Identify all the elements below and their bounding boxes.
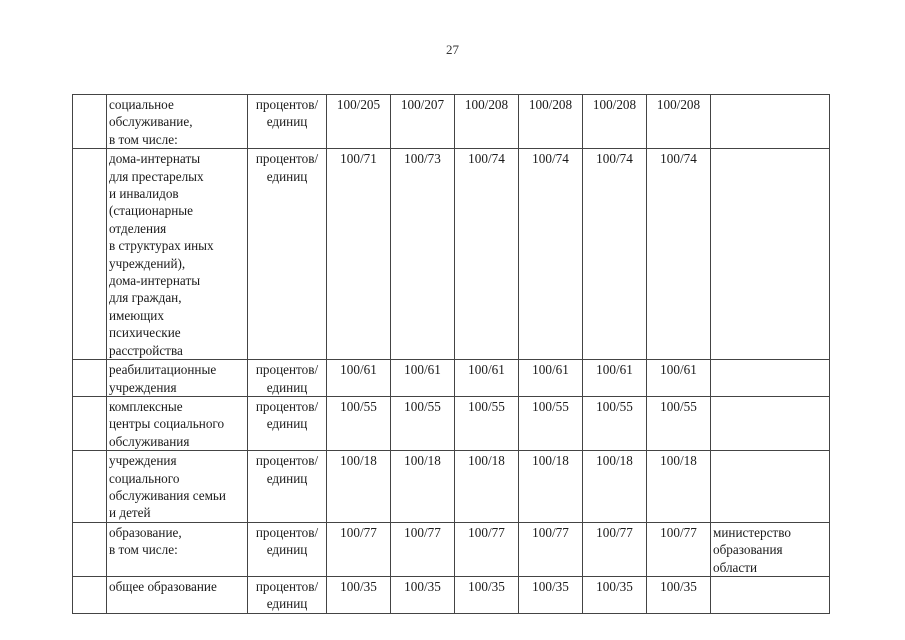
indicator-name: учреждения социального обслуживания семьи и детей <box>107 451 248 523</box>
row-index-cell <box>73 396 107 450</box>
value-cell: 100/77 <box>583 522 647 576</box>
row-index-cell <box>73 451 107 523</box>
responsible-cell <box>711 396 830 450</box>
value-cell: 100/35 <box>583 576 647 613</box>
value-cell: 100/61 <box>519 360 583 397</box>
responsible-cell <box>711 576 830 613</box>
value-cell: 100/208 <box>583 95 647 149</box>
responsible-cell: министерство образования области <box>711 522 830 576</box>
value-cell: 100/35 <box>455 576 519 613</box>
value-cell: 100/77 <box>647 522 711 576</box>
value-cell: 100/18 <box>519 451 583 523</box>
value-cell: 100/74 <box>583 149 647 360</box>
value-cell: 100/208 <box>647 95 711 149</box>
value-cell: 100/61 <box>455 360 519 397</box>
value-cell: 100/77 <box>327 522 391 576</box>
value-cell: 100/35 <box>519 576 583 613</box>
value-cell: 100/18 <box>647 451 711 523</box>
value-cell: 100/61 <box>647 360 711 397</box>
row-index-cell <box>73 522 107 576</box>
value-cell: 100/74 <box>455 149 519 360</box>
indicator-name: реабилитационные учреждения <box>107 360 248 397</box>
value-cell: 100/18 <box>327 451 391 523</box>
value-cell: 100/35 <box>647 576 711 613</box>
value-cell: 100/55 <box>327 396 391 450</box>
value-cell: 100/35 <box>391 576 455 613</box>
value-cell: 100/18 <box>583 451 647 523</box>
unit-cell: процентов/ единиц <box>248 451 327 523</box>
table-row <box>73 522 830 576</box>
value-cell: 100/61 <box>327 360 391 397</box>
value-cell: 100/207 <box>391 95 455 149</box>
responsible-cell <box>711 149 830 360</box>
value-cell: 100/18 <box>391 451 455 523</box>
value-cell: 100/61 <box>391 360 455 397</box>
unit-cell: процентов/ единиц <box>248 149 327 360</box>
indicator-name: общее образование <box>107 576 248 613</box>
indicator-name: социальное обслуживание, в том числе: <box>107 95 248 149</box>
value-cell: 100/208 <box>455 95 519 149</box>
table-row <box>73 576 830 613</box>
value-cell: 100/73 <box>391 149 455 360</box>
value-cell: 100/35 <box>327 576 391 613</box>
unit-cell: процентов/ единиц <box>248 576 327 613</box>
value-cell: 100/74 <box>647 149 711 360</box>
value-cell: 100/205 <box>327 95 391 149</box>
page-number: 27 <box>446 42 459 57</box>
indicator-name: комплексные центры социального обслуживания <box>107 396 248 450</box>
unit-cell: процентов/ единиц <box>248 360 327 397</box>
row-index-cell <box>73 576 107 613</box>
row-index-cell <box>73 360 107 397</box>
value-cell: 100/18 <box>455 451 519 523</box>
indicator-table <box>72 94 830 614</box>
indicator-name: образование, в том числе: <box>107 522 248 576</box>
value-cell: 100/77 <box>519 522 583 576</box>
value-cell: 100/77 <box>391 522 455 576</box>
indicator-name: дома-интернаты для престарелых и инвалидов (стационарные отделения в структурах иных учреждений), дома-интернаты для граждан, имеющих психические расстройства <box>107 149 248 360</box>
responsible-cell <box>711 95 830 149</box>
unit-cell: процентов/ единиц <box>248 396 327 450</box>
value-cell: 100/55 <box>647 396 711 450</box>
responsible-cell <box>711 360 830 397</box>
responsible-cell <box>711 451 830 523</box>
table-row <box>73 451 830 523</box>
value-cell: 100/74 <box>519 149 583 360</box>
value-cell: 100/55 <box>519 396 583 450</box>
table-row <box>73 149 830 360</box>
row-index-cell <box>73 95 107 149</box>
value-cell: 100/77 <box>455 522 519 576</box>
value-cell: 100/61 <box>583 360 647 397</box>
table-row <box>73 360 830 397</box>
row-index-cell <box>73 149 107 360</box>
value-cell: 100/71 <box>327 149 391 360</box>
value-cell: 100/55 <box>391 396 455 450</box>
value-cell: 100/55 <box>455 396 519 450</box>
unit-cell: процентов/ единиц <box>248 95 327 149</box>
unit-cell: процентов/ единиц <box>248 522 327 576</box>
value-cell: 100/208 <box>519 95 583 149</box>
table-row <box>73 95 830 149</box>
table-row <box>73 396 830 450</box>
value-cell: 100/55 <box>583 396 647 450</box>
